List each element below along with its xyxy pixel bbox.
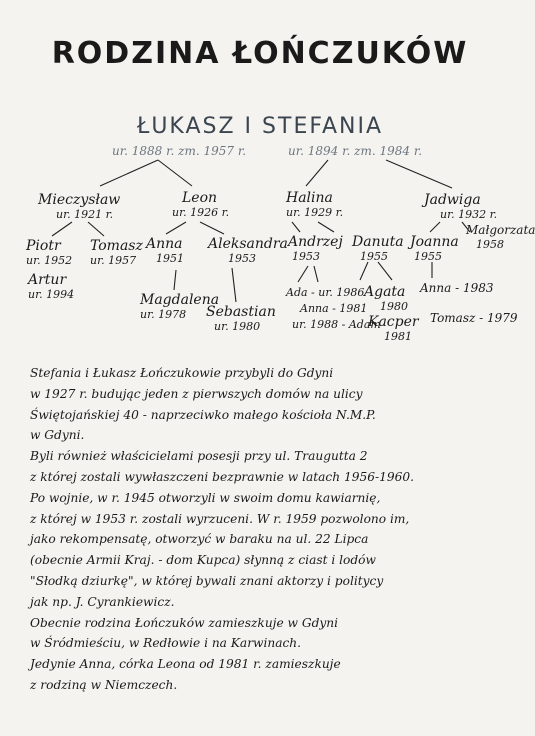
great-grandchild-anna-c: Anna - 1983 [420, 281, 494, 295]
narrative-line: z której w 1953 r. zostali wyrzuceni. W r. 1959 pozwolono im, [30, 511, 410, 526]
child-mieczyslaw: Mieczysław ur. 1921 r. [38, 192, 121, 221]
narrative-line: z której zostali wywłaszczeni bezprawnie w latach 1956-1960. [30, 469, 414, 484]
narrative-line: Obecnie rodzina Łończuków zamieszkuje w Gdyni [30, 615, 339, 630]
line-couple-jadwiga [386, 160, 452, 188]
narrative-line: w Gdyni. [30, 428, 85, 443]
child-leon: Leon ur. 1926 r. [172, 190, 230, 219]
line-couple-mieczyslaw [100, 160, 158, 186]
line-danuta-kacper [378, 262, 392, 280]
line-mieczyslaw-piotr [52, 222, 72, 236]
child-halina: Halina ur. 1929 r. [286, 190, 344, 219]
grandchild-aleksandra: Aleksandra 1953 [208, 236, 288, 265]
grandchild-danuta: Danuta 1955 [352, 234, 404, 263]
grandchild-artur: Artur ur. 1994 [28, 272, 75, 301]
stefania-years: ur. 1894 r. zm. 1984 r. [288, 144, 423, 158]
line-leon-anna [166, 222, 186, 234]
great-grandchild-kacper: Kacper 1981 [368, 314, 419, 343]
grandchild-piotr: Piotr ur. 1952 [26, 238, 73, 267]
narrative-line: Byli również właścicielami posesji przy ul. Traugutta 2 [30, 449, 368, 464]
grandchild-andrzej: Andrzej 1953 [288, 234, 343, 263]
narrative-line: Po wojnie, w r. 1945 otworzyli w swoim domu kawiarnię, [30, 490, 381, 505]
grandchild-joanna: Joanna 1955 [410, 234, 459, 263]
narrative-line: jak np. J. Cyrankiewicz. [30, 594, 175, 609]
great-grandchild-magdalena: Magdalena ur. 1978 [140, 292, 220, 321]
narrative-line: jako rekompensatę, otworzyć w baraku na ul. 22 Lipca [30, 532, 369, 547]
narrative-line: Stefania i Łukasz Łończukowie przybyli do Gdyni [30, 366, 334, 380]
grandchild-malgorzata: Małgorzata 1958 [466, 223, 535, 251]
narrative-line: (obecnie Armii Kraj. - dom Kupca) słynną z ciast i lodów [30, 553, 376, 568]
narrative-line: Jedynie Anna, córka Leona od 1981 r. zamieszkuje [30, 657, 341, 672]
line-halina-danuta [318, 222, 334, 232]
line-andrzej-anna [314, 266, 318, 282]
page-title: RODZINA ŁOŃCZUKÓW [51, 36, 469, 71]
line-anna-magdalena [174, 270, 176, 290]
great-grandchild-adam: ur. 1988 - Adam [292, 318, 381, 331]
line-couple-halina [306, 160, 328, 186]
line-andrzej-ada [298, 266, 308, 282]
narrative-line: w Śródmieściu, w Redłowie i na Karwinach. [30, 636, 302, 651]
grandchild-tomasz: Tomasz ur. 1957 [90, 238, 143, 267]
narrative-line: w 1927 r. budując jeden z pierwszych domów na ulicy [30, 386, 363, 401]
line-mieczyslaw-tomasz [88, 222, 104, 236]
narrative-line: Świętojańskiej 40 - naprzeciwko małego kościoła N.M.P. [30, 407, 376, 422]
great-grandchild-sebastian: Sebastian ur. 1980 [206, 304, 276, 333]
family-history-text [30, 363, 500, 696]
couple-names: ŁUKASZ I STEFANIA [136, 114, 384, 139]
narrative-line: z rodziną w Niemczech. [30, 677, 178, 692]
lukasz-years: ur. 1888 r. zm. 1957 r. [112, 144, 247, 158]
line-leon-aleksandra [200, 222, 224, 234]
narrative-line: "Słodką dziurkę", w której bywali znani aktorzy i politycy [30, 573, 384, 588]
child-jadwiga: Jadwiga ur. 1932 r. [424, 192, 498, 221]
grandchild-anna: Anna 1951 [146, 236, 184, 265]
great-grandchild-agata: Agata 1980 [364, 284, 408, 313]
great-grandchild-ada: Ada - ur. 1986 [286, 286, 365, 299]
line-couple-leon [158, 160, 192, 186]
great-grandchild-tomasz-c: Tomasz - 1979 [430, 311, 518, 325]
line-aleksandra-sebastian [232, 268, 236, 302]
line-halina-andrzej [292, 222, 300, 232]
line-danuta-agata [360, 262, 368, 280]
great-grandchild-anna-b: Anna - 1981 [300, 302, 368, 315]
line-jadwiga-joanna [430, 222, 440, 232]
